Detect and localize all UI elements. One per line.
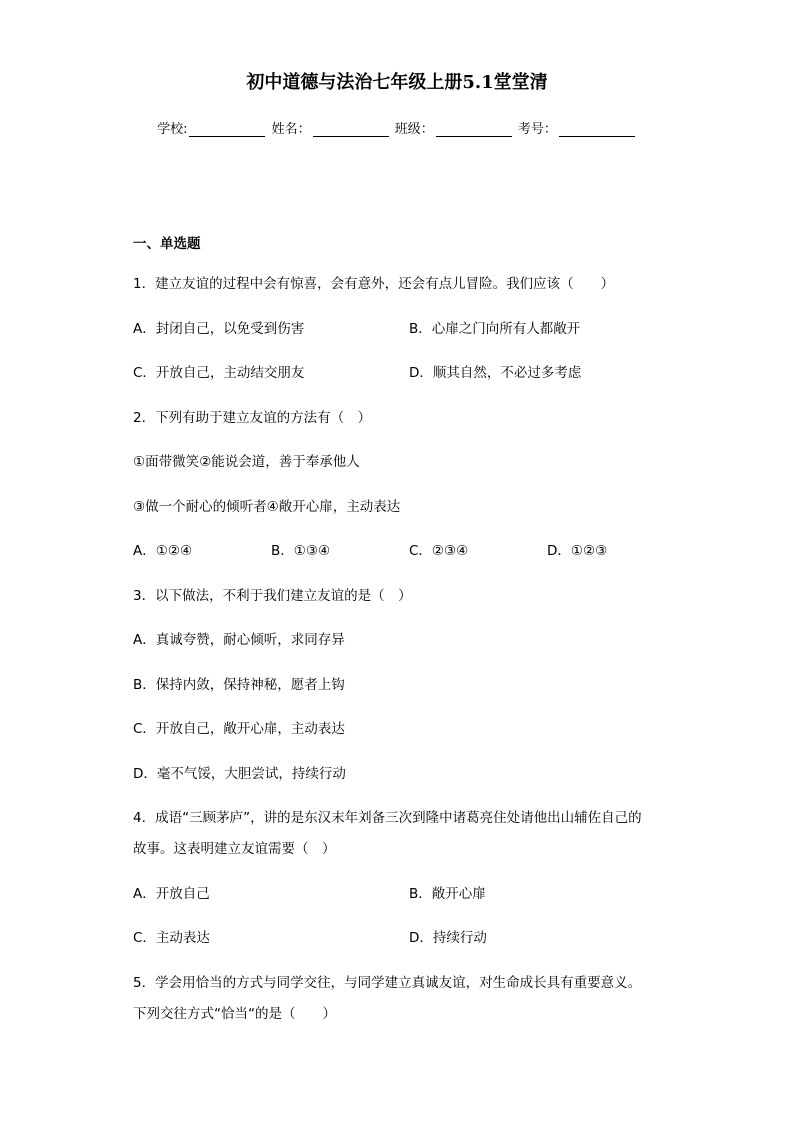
question-4-option-b[interactable]: B．敞开心扉 bbox=[409, 886, 486, 902]
question-1-option-d[interactable]: D．顺其自然，不必过多考虑 bbox=[409, 365, 582, 381]
school-label: 学校: bbox=[157, 122, 188, 137]
page-title: 初中道德与法治七年级上册5.1堂堂清 bbox=[246, 72, 548, 93]
class-label: 班级： bbox=[394, 122, 434, 137]
question-1-option-c[interactable]: C．开放自己，主动结交朋友 bbox=[133, 365, 305, 381]
question-3-option-a[interactable]: A．真诚夸赞，耐心倾听，求同存异 bbox=[133, 632, 345, 648]
question-3-option-d[interactable]: D．毫不气馁，大胆尝试，持续行动 bbox=[133, 766, 346, 782]
name-label: 姓名： bbox=[271, 122, 311, 137]
question-3-option-c[interactable]: C．开放自己，敞开心扉，主动表达 bbox=[133, 721, 345, 737]
student-info-line bbox=[0, 118, 794, 137]
question-1-stem: 1．建立友谊的过程中会有惊喜，会有意外，还会有点儿冒险。我们应该（ ） bbox=[133, 276, 615, 292]
question-2-option-c[interactable]: C．②③④ bbox=[409, 543, 469, 559]
question-2-stem: 2．下列有助于建立友谊的方法有（ ） bbox=[133, 410, 372, 426]
question-3-stem: 3．以下做法，不利于我们建立友谊的是（ ） bbox=[133, 588, 412, 604]
question-5-stem: 5．学会用恰当的方式与同学交往，与同学建立真诚友谊，对生命成长具有重要意义。 bbox=[133, 975, 642, 991]
question-2-option-d[interactable]: D．①②③ bbox=[547, 543, 608, 559]
class-blank[interactable] bbox=[436, 122, 512, 137]
question-4-stem-continued: 故事。这表明建立友谊需要（ ） bbox=[133, 841, 336, 857]
name-blank[interactable] bbox=[313, 122, 389, 137]
question-5-stem-continued: 下列交往方式“恰当“的是（ ） bbox=[133, 1006, 336, 1022]
exam-number-blank[interactable] bbox=[559, 122, 635, 137]
question-4-option-a[interactable]: A．开放自己 bbox=[133, 886, 210, 902]
question-4-option-c[interactable]: C．主动表达 bbox=[133, 930, 210, 946]
question-2-option-b[interactable]: B．①③④ bbox=[271, 543, 331, 559]
school-blank[interactable] bbox=[189, 122, 265, 137]
question-2-option-a[interactable]: A．①②④ bbox=[133, 543, 193, 559]
question-2-item-line-2: ③做一个耐心的倾听者④敞开心扉，主动表达 bbox=[133, 499, 401, 515]
section-title: 一、单选题 bbox=[133, 236, 201, 252]
question-4-option-d[interactable]: D．持续行动 bbox=[409, 930, 487, 946]
question-4-stem: 4．成语“三顾茅庐”，讲的是东汉末年刘备三次到隆中诸葛亮住处请他出山辅佐自己的 bbox=[133, 810, 642, 826]
exam-number-label: 考号： bbox=[517, 122, 557, 137]
question-2-item-line-1: ①面带微笑②能说会道，善于奉承他人 bbox=[133, 454, 360, 470]
question-3-option-b[interactable]: B．保持内敛，保持神秘，愿者上钩 bbox=[133, 677, 345, 693]
question-1-option-b[interactable]: B．心扉之门向所有人都敞开 bbox=[409, 321, 581, 337]
question-1-option-a[interactable]: A．封闭自己，以免受到伤害 bbox=[133, 321, 305, 337]
